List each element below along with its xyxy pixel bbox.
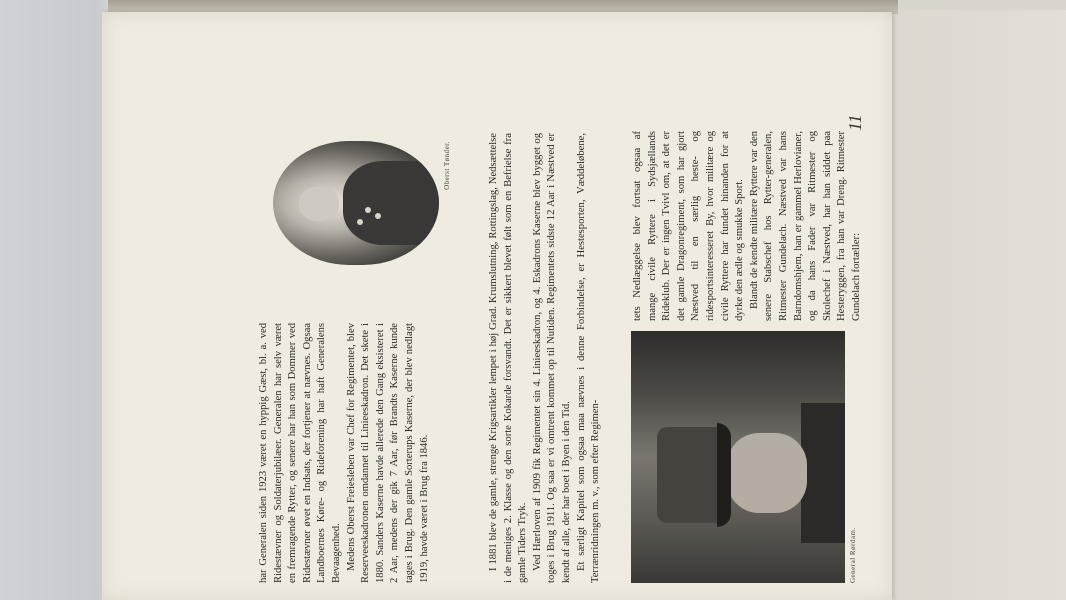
text-column-top (257, 323, 432, 583)
face-shape (299, 187, 339, 221)
facing-page-edge (888, 10, 1066, 600)
medal-icon (357, 219, 363, 225)
visor-shape (717, 423, 731, 527)
medal-icon (375, 213, 381, 219)
paragraph: tets Nedlæggelse blev fortsat ogsaa af mange civile Ryttere i Sydsjællands Rideklub. Der er ingen Tvivl om, at det er det gamle Dragonregiment, som har gjort Næstved til en særlig heste- og ridesportsinteresseret By, hvor militære og civile Ryttere har fundet hinanden for at dyrke den ædle og smukke Sport. (632, 131, 746, 321)
page-number: 11 (845, 114, 865, 131)
paragraph: Medens Oberst Freiesleben var Chef for Regimentet, blev Reserveeskadronen omdannet til Linieeskadron. Det skete i 1880. Sanders Kaserne havde allerede den Gang eksisteret i 2 Aar, medens der gik 7 Aar, før Brandts Kaserne kunde tages i Brug. Den gamle Sorterups Kaserne, der blev nedlagt 1919, havde været i Brug fra 1846. (345, 323, 430, 583)
book-page (102, 12, 892, 600)
collar-shape (801, 403, 845, 543)
text-column-bottom (631, 131, 865, 321)
paragraph: Blandt de kendte militære Ryttere var den senere Stabschef hos Rytter-generalen, Ritmester Gundelach. Næstved var hans Barndomshjem, han er gammel Herlovianer, og da hans Fader var Ritmester og Skolechef i Næstved, har han siddet paa Hesteryggen, fra han var Dreng. Ritmester Gundelach fortæller: (748, 131, 862, 321)
rotated-page-content (237, 32, 865, 597)
paragraph: Ved Hærloven af 1909 fik Regimentet sin 4. Linieeskadron, og 4. Eskadrons Kaserne blev bygget og toges i Brug 1911. Og saa er vi omtrent kommet op til Nutiden. Regimentets sidste 12 Aar i Næstved er kendt af alle, der har boet i Byen i den Tid. (531, 133, 572, 583)
portrait-general-rordam (631, 331, 845, 583)
text-column-middle (487, 133, 604, 583)
photo-caption: General Rørdam. (849, 527, 857, 583)
photo-caption: Oberst Tønder. (443, 141, 451, 190)
uniform-shape (343, 161, 439, 245)
medal-icon (365, 207, 371, 213)
paragraph: har Generalen siden 1923 været en hyppig Gæst, bl. a. ved Ridestævner og Soldaterjubilæer. Generalen har selv været en fremragende Rytter, og senere har han som Dommer ved Ridestævner øvet en Indsats, der fortjener at nævnes. Ogsaa Landboernes Køre- og Rideforening har haft Generalens Bevaagenhed. (258, 323, 342, 583)
paragraph: I 1881 blev de gamle, strenge Krigsartikler lempet i høj Grad. Krumslutning, Rottingslag, Nedsættelse i de meniges 2. Klasse og den sorte Kokarde forsvandt. Det er sikkert blevet følt som en Befrielse fra gamle Tiders Tryk. (488, 133, 529, 583)
face-shape (727, 433, 807, 513)
portrait-oberst-tonder (273, 141, 439, 265)
paragraph: Et særligt Kapitel som ogsaa maa nævnes i denne Forbindelse, er Hestesporten, Væddeløbene, Terrænridningen m. v., som efter Regimen- (575, 133, 602, 583)
